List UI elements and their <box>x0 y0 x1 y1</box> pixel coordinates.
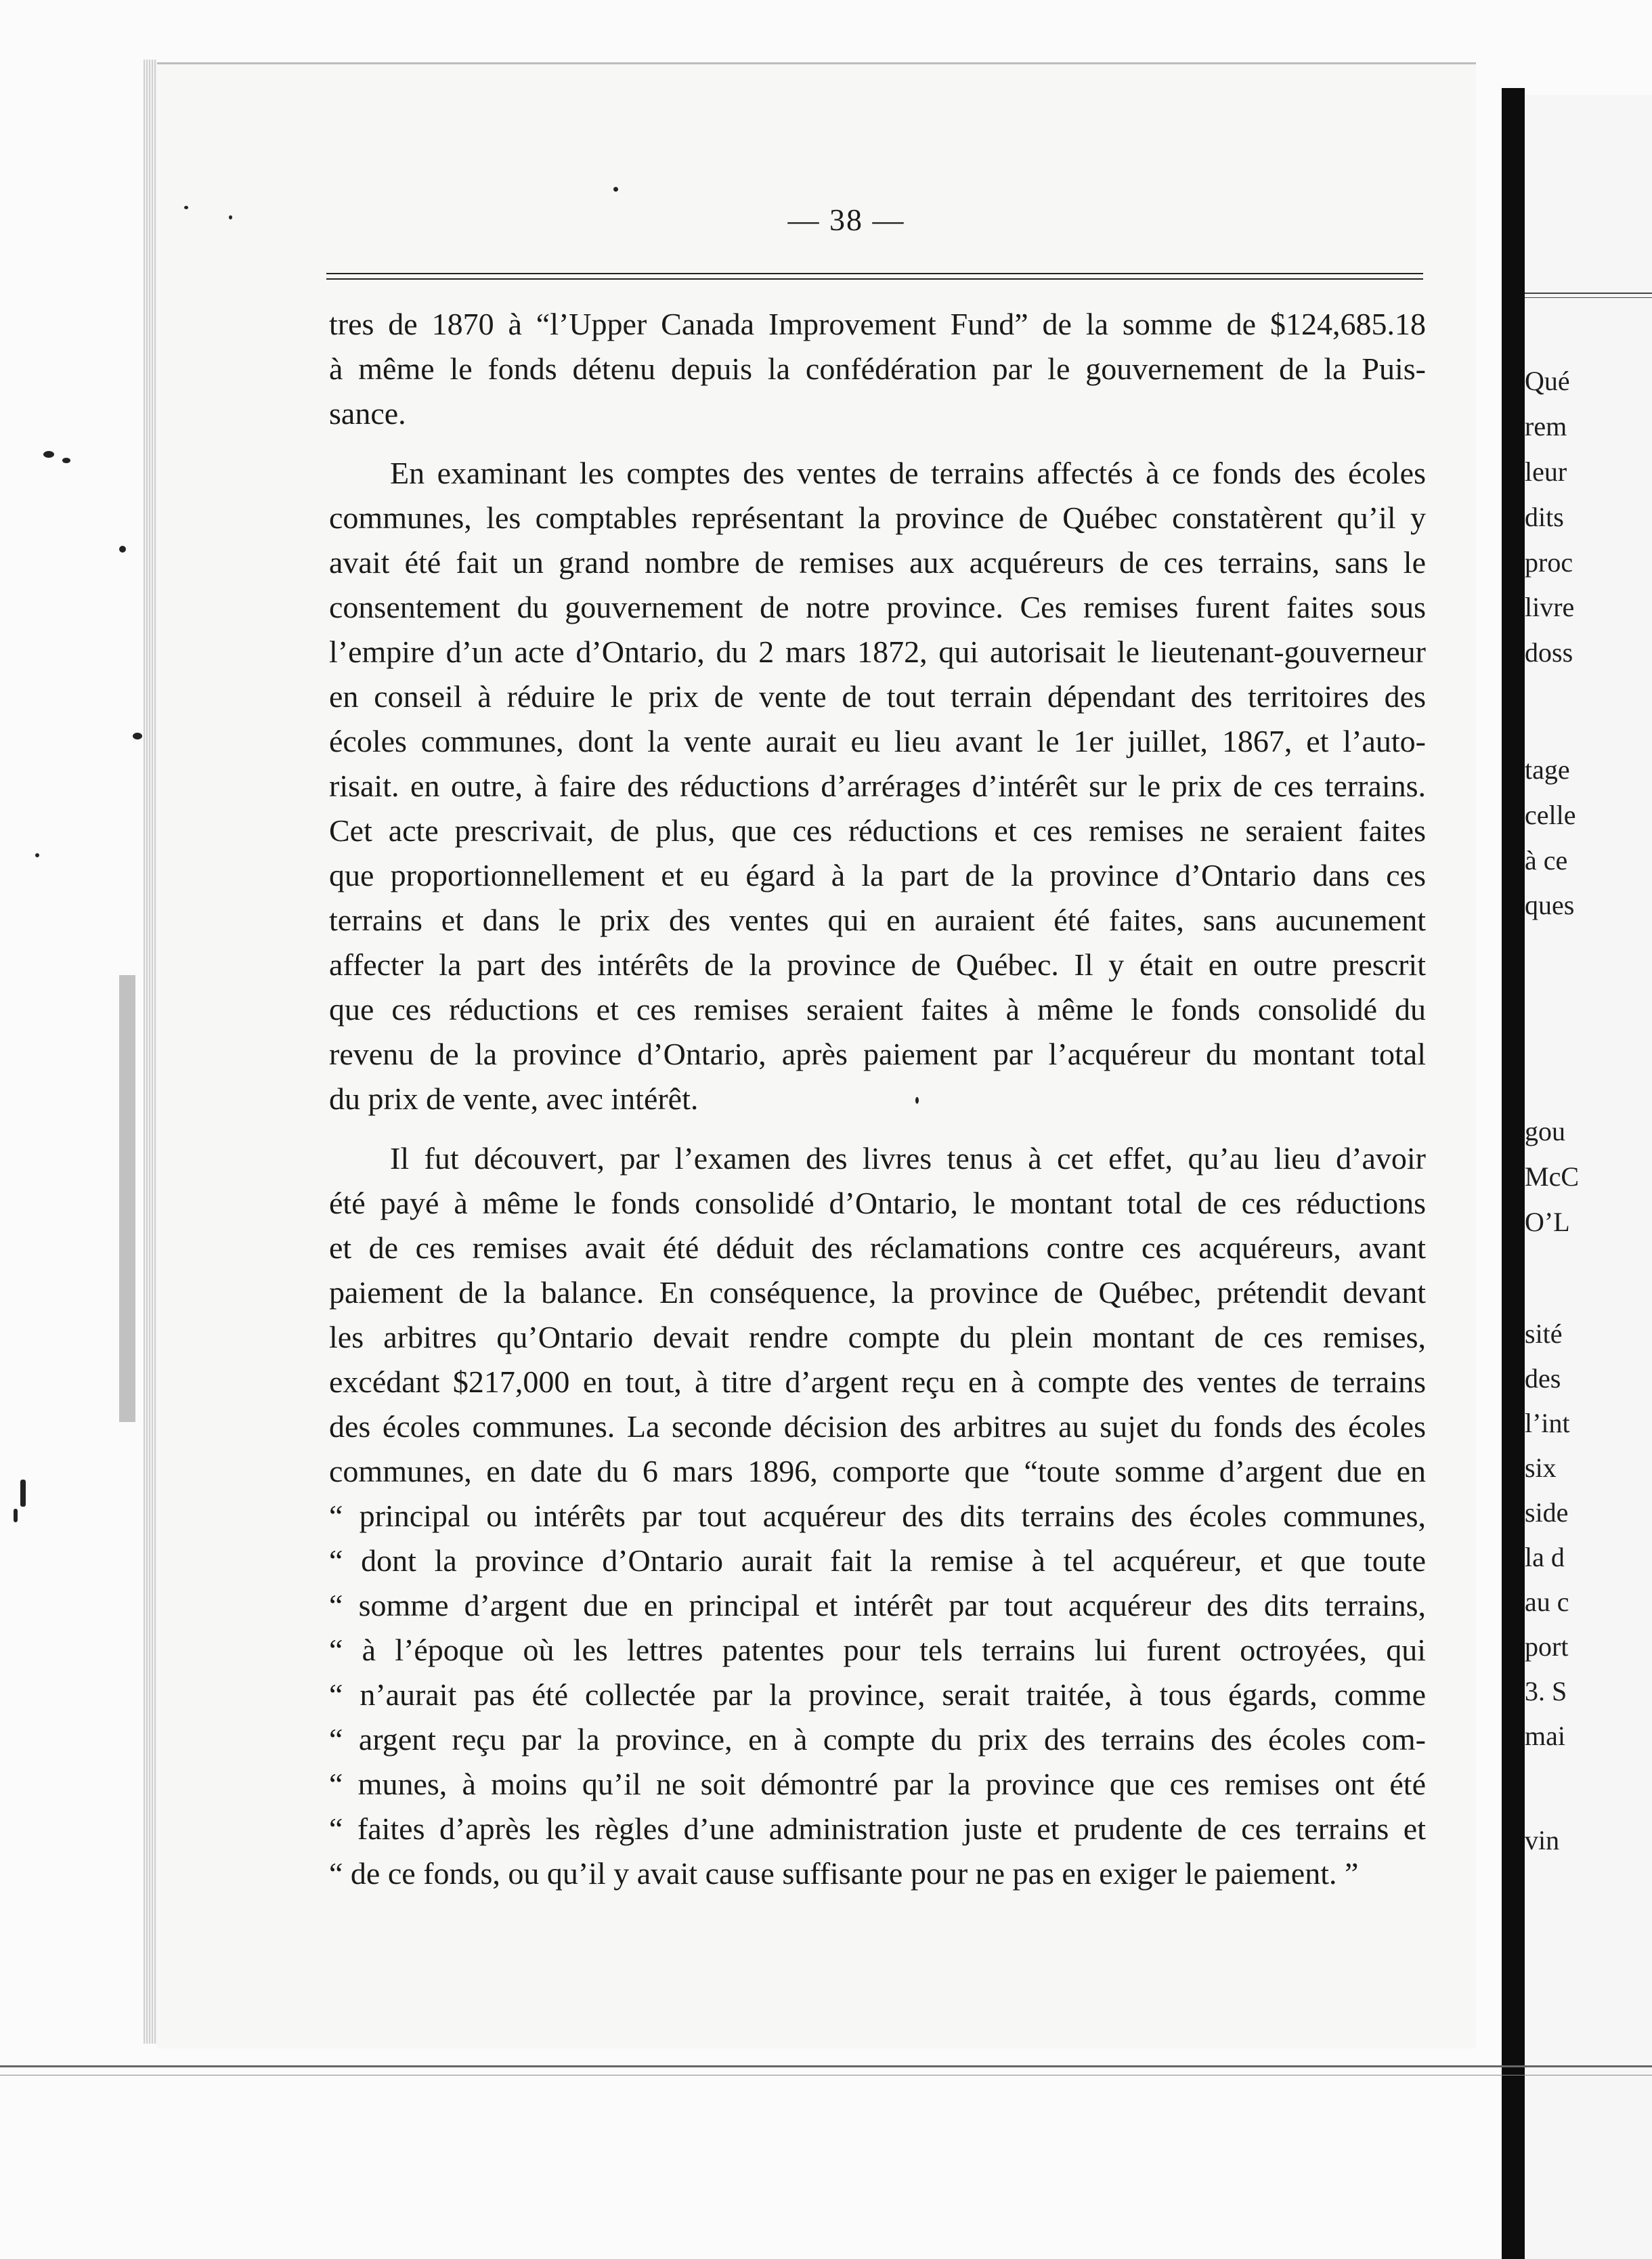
scan-speck <box>62 458 70 463</box>
scan-speck <box>43 451 54 458</box>
text-line: terrains et dans le prix des ventes qui en auraient été faites, sans aucunement <box>329 903 1426 937</box>
paragraph <box>329 451 1426 1121</box>
text-line: En examinant les comptes des ventes de terrains affectés à ce fonds des écoles <box>390 456 1426 490</box>
book-gutter <box>1502 88 1525 2259</box>
text-line: sance. <box>329 396 406 431</box>
facing-page-fragment: 3. S <box>1525 1676 1567 1706</box>
text-line: consentement du gouvernement de notre province. Ces remises furent faites sous <box>329 590 1426 624</box>
text-line: “ somme d’argent due en principal et intérêt par tout acquéreur des dits terrains, <box>329 1588 1426 1622</box>
facing-page-fragment: rem <box>1525 411 1567 442</box>
scan-speck <box>119 546 126 553</box>
facing-page-fragment: gou <box>1525 1116 1565 1146</box>
facing-page-fragment: l’int <box>1525 1408 1570 1438</box>
facing-page-fragment: doss <box>1525 637 1573 668</box>
text-line: communes, en date du 6 mars 1896, comporte que “toute somme d’argent due en <box>329 1454 1426 1488</box>
text-line: les arbitres qu’Ontario devait rendre compte du plein montant de ces remises, <box>329 1320 1426 1354</box>
facing-page-fragment: six <box>1525 1453 1557 1483</box>
facing-page-fragment: mai <box>1525 1721 1565 1751</box>
text-line: tres de 1870 à “l’Upper Canada Improvement Fund” de la somme de $124,685.18 <box>329 307 1426 341</box>
text-line: “ principal ou intérêts par tout acquéreur des dits terrains des écoles communes, <box>329 1499 1426 1533</box>
facing-page-fragment: dits <box>1525 502 1564 532</box>
facing-page-fragment: sité <box>1525 1318 1563 1349</box>
text-line: que ces réductions et ces remises seraient faites à même le fonds consolidé du <box>329 992 1426 1027</box>
text-line: des écoles communes. La seconde décision des arbitres au sujet du fonds des écoles <box>329 1409 1426 1444</box>
book-page-edges <box>144 60 157 2044</box>
scan-speck <box>613 187 618 192</box>
facing-page-fragment: Qué <box>1525 366 1570 396</box>
paragraph-gap <box>329 436 1426 451</box>
facing-page-fragment: à ce <box>1525 845 1568 876</box>
text-line: “ dont la province d’Ontario aurait fait la remise à tel acquéreur, et que toute <box>329 1543 1426 1578</box>
facing-page-fragment: port <box>1525 1631 1569 1662</box>
facing-page-fragment: McC <box>1525 1161 1579 1192</box>
spine-stamp-smudge <box>119 975 135 1422</box>
text-line: “ argent reçu par la province, en à compte du prix des terrains des écoles com- <box>329 1722 1426 1757</box>
text-line: communes, les comptables représentant la province de Québec constatèrent qu’il y <box>329 500 1426 535</box>
facing-page-fragment: la d <box>1525 1542 1565 1572</box>
text-line: Il fut découvert, par l’examen des livres tenus à cet effet, qu’au lieu d’avoir <box>390 1141 1426 1176</box>
text-line: l’empire d’un acte d’Ontario, du 2 mars 1872, qui autorisait le lieutenant-gouverneur <box>329 634 1426 669</box>
scan-speck <box>14 1509 18 1522</box>
text-line: avait été fait un grand nombre de remises aux acquéreurs de ces terrains, sans le <box>329 545 1426 580</box>
body-text <box>329 302 1426 1896</box>
scan-bottom-line <box>0 2065 1652 2067</box>
text-line: risait. en outre, à faire des réductions d’arrérages d’intérêt sur le prix de ces terrains. <box>329 769 1426 803</box>
paragraph <box>329 302 1426 436</box>
text-line: paiement de la balance. En conséquence, la province de Québec, prétendit devant <box>329 1275 1426 1310</box>
text-line: “ de ce fonds, ou qu’il y avait cause suffisante pour ne pas en exiger le paiement. ” <box>329 1856 1359 1891</box>
facing-page-fragment: ques <box>1525 890 1575 920</box>
facing-page-fragment: vin <box>1525 1825 1560 1855</box>
text-line: “ faites d’après les règles d’une administration juste et prudente de ces terrains et <box>329 1811 1426 1846</box>
scan-speck <box>133 733 142 739</box>
text-line: et de ces remises avait été déduit des réclamations contre ces acquéreurs, avant <box>329 1230 1426 1265</box>
text-line: écoles communes, dont la vente aurait eu lieu avant le 1er juillet, 1867, et l’auto- <box>329 724 1426 758</box>
facing-page-fragment: celle <box>1525 800 1576 830</box>
paragraph-gap <box>329 1121 1426 1136</box>
text-line: à même le fonds détenu depuis la confédération par le gouvernement de la Puis- <box>329 351 1426 386</box>
facing-page-header-rule <box>1525 293 1652 298</box>
paragraph <box>329 1136 1426 1896</box>
text-line: “ munes, à moins qu’il ne soit démontré par la province que ces remises ont été <box>329 1767 1426 1801</box>
facing-page-fragment: au c <box>1525 1587 1569 1617</box>
header-rule <box>326 273 1423 280</box>
text-line: en conseil à réduire le prix de vente de tout terrain dépendant des territoires des <box>329 679 1426 714</box>
text-line: affecter la part des intérêts de la province de Québec. Il y était en outre prescrit <box>329 947 1426 982</box>
page-number: — 38 — <box>787 202 905 237</box>
facing-page-fragment: proc <box>1525 547 1573 578</box>
scan-speck <box>35 853 39 857</box>
text-line: “ n’aurait pas été collectée par la province, serait traitée, à tous égards, comme <box>329 1677 1426 1712</box>
text-line: “ à l’époque où les lettres patentes pour tels terrains lui furent octroyées, qui <box>329 1633 1426 1667</box>
text-line: revenu de la province d’Ontario, après paiement par l’acquéreur du montant total <box>329 1037 1426 1071</box>
text-line: été payé à même le fonds consolidé d’Ontario, le montant total de ces réductions <box>329 1186 1426 1220</box>
text-line: Cet acte prescrivait, de plus, que ces réductions et ces remises ne seraient faites <box>329 813 1426 848</box>
facing-page-fragment: tage <box>1525 754 1570 785</box>
scan-speck <box>229 215 232 219</box>
facing-page-fragment: leur <box>1525 456 1567 487</box>
text-line: que proportionnellement et eu égard à la part de la province d’Ontario dans ces <box>329 858 1426 892</box>
text-line: du prix de vente, avec intérêt. <box>329 1081 699 1116</box>
scan-speck <box>184 206 188 209</box>
facing-page-fragment: O’L <box>1525 1207 1570 1237</box>
facing-page-fragment: livre <box>1525 592 1575 622</box>
text-line: excédant $217,000 en tout, à titre d’argent reçu en à compte des ventes de terrains <box>329 1364 1426 1399</box>
facing-page-fragment: des <box>1525 1363 1561 1394</box>
scan-speck <box>20 1480 26 1507</box>
facing-page-fragment: side <box>1525 1497 1569 1528</box>
